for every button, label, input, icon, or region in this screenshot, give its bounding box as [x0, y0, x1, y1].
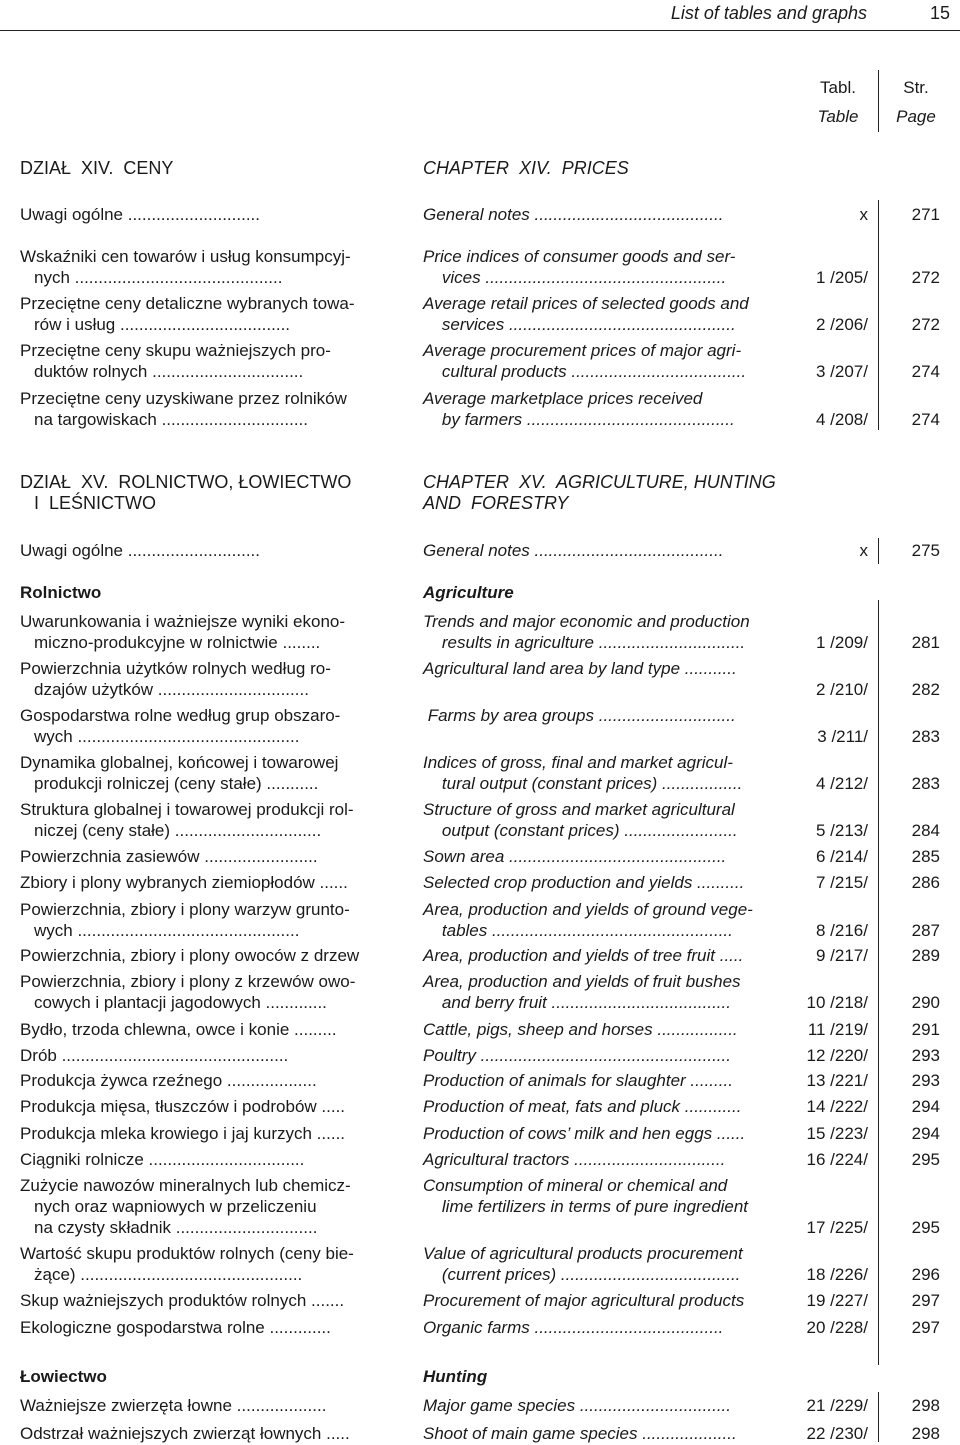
table-number: 4 /208/	[816, 410, 868, 429]
entry-title-pl	[20, 1149, 390, 1170]
page-ref: 281	[911, 633, 940, 652]
entry-title-en-line: Area, production and yields of ground vege-	[423, 900, 753, 919]
table-number: 14 /222/	[806, 1097, 868, 1116]
entry-title-pl-line: Produkcja mleka krowiego i jaj kurzych ......	[20, 1124, 346, 1143]
entry-title-pl	[20, 752, 390, 794]
page-ref: 295	[911, 1150, 940, 1169]
chapter-title-pl-line: DZIAŁ XIV. CENY	[20, 158, 174, 178]
chapter-title-en-line: CHAPTER XIV. PRICES	[423, 158, 629, 178]
entry-title-en	[423, 540, 788, 561]
entry-title-en-line: Shoot of main game species ....................	[423, 1424, 737, 1443]
entry-title-pl	[20, 540, 390, 561]
entry-title-pl-line: duktów rolnych ................................	[34, 362, 304, 381]
table-number: x	[859, 541, 868, 560]
page-header	[0, 0, 960, 31]
entry-title-en-line: General notes ........................................	[423, 205, 724, 224]
table-number: 15 /223/	[806, 1124, 868, 1143]
entry-title-en-line: Structure of gross and market agricultural	[423, 800, 735, 819]
table-col-header-en: Table	[817, 107, 859, 126]
entry-title-en	[423, 293, 788, 335]
entry-title-pl-line: cowych i plantacji jagodowych .............	[34, 993, 327, 1012]
entry-title-en-line: results in agriculture ...............................	[423, 633, 746, 652]
entry-title-en-line: Consumption of mineral or chemical and	[423, 1176, 728, 1195]
entry-title-pl	[20, 971, 390, 1013]
page-ref: 289	[911, 946, 940, 965]
entry-title-pl-line: rów i usług ....................................	[34, 315, 291, 334]
entry-title-en-line: tables ...................................................	[423, 921, 733, 940]
entry-title-en-line: Area, production and yields of tree fruit .....	[423, 946, 744, 965]
entry-title-pl-line: Powierzchnia, zbiory i plony z krzewów owo-	[20, 972, 356, 991]
entry-title-en-line: Selected crop production and yields ..........	[423, 873, 745, 892]
entry-title-pl	[20, 1070, 390, 1091]
chapter-title-en-line: CHAPTER XV. AGRICULTURE, HUNTING	[423, 472, 776, 492]
page-ref: 294	[911, 1124, 940, 1143]
entry-title-pl	[20, 846, 390, 867]
table-number: 3 /211/	[817, 727, 868, 746]
page-ref: 284	[911, 821, 940, 840]
page-ref: 274	[911, 362, 940, 381]
page-ref: 297	[911, 1291, 940, 1310]
entry-title-en-line: Area, production and yields of fruit bushes	[423, 972, 741, 991]
table-number: 6 /214/	[816, 847, 868, 866]
entry-title-en-line: lime fertilizers in terms of pure ingredient	[423, 1197, 749, 1216]
entry-title-pl-line: Bydło, trzoda chlewna, owce i konie .........	[20, 1020, 337, 1039]
entry-title-pl	[20, 1096, 390, 1117]
entry-title-en-line: Poultry .....................................................	[423, 1046, 731, 1065]
entry-title-en	[423, 204, 788, 225]
page-number: 15	[929, 3, 950, 23]
table-number: 1 /205/	[816, 268, 868, 287]
table-number: 9 /217/	[816, 946, 868, 965]
column-divider	[878, 70, 879, 132]
table-number: 7 /215/	[816, 873, 868, 892]
page-ref: 283	[911, 774, 940, 793]
chapter-title-pl	[20, 158, 390, 179]
page-ref: 287	[911, 921, 940, 940]
entry-title-en-line: Average retail prices of selected goods and	[423, 294, 749, 313]
entry-title-en	[423, 388, 788, 430]
entry-title-en	[423, 1019, 788, 1040]
page-ref: 282	[911, 680, 940, 699]
entry-title-pl	[20, 204, 390, 225]
page-ref: 293	[911, 1046, 940, 1065]
entry-title-en-line: and berry fruit ......................................	[423, 993, 731, 1012]
entry-title-pl-line: Powierzchnia zasiewów ........................	[20, 847, 318, 866]
entry-title-en	[423, 1070, 788, 1091]
entry-title-en	[423, 1290, 788, 1311]
page-ref: 297	[911, 1318, 940, 1337]
table-number: 17 /225/	[806, 1218, 868, 1237]
page-ref: 274	[911, 410, 940, 429]
entry-title-pl-line: niczej (ceny stałe) ...............................	[34, 821, 322, 840]
entry-title-en-line: vices ...................................................	[423, 268, 727, 287]
table-number: 16 /224/	[806, 1150, 868, 1169]
column-divider	[878, 538, 879, 564]
page-ref: 275	[911, 541, 940, 560]
entry-title-pl-line: Przeciętne ceny uzyskiwane przez rolników	[20, 389, 347, 408]
chapter-title-en	[423, 472, 788, 514]
entry-title-en-line: Cattle, pigs, sheep and horses .................	[423, 1020, 738, 1039]
entry-title-en	[423, 752, 788, 794]
table-number: 1 /209/	[816, 633, 868, 652]
entry-title-en-line: General notes ........................................	[423, 541, 724, 560]
entry-title-pl	[20, 945, 390, 966]
entry-title-en	[423, 611, 788, 653]
entry-title-en	[423, 1317, 788, 1338]
page-ref: 291	[911, 1020, 940, 1039]
table-number: 22 /230/	[806, 1424, 868, 1443]
table-number: 11 /219/	[807, 1020, 868, 1039]
entry-title-pl-line: Uwarunkowania i ważniejsze wyniki ekono-	[20, 612, 346, 631]
entry-title-pl-line: Produkcja mięsa, tłuszczów i podrobów .....	[20, 1097, 346, 1116]
entry-title-pl	[20, 872, 390, 893]
page-ref: 290	[911, 993, 940, 1012]
entry-title-en	[423, 340, 788, 382]
entry-title-en-line: Organic farms ........................................	[423, 1318, 724, 1337]
table-number: 4 /212/	[816, 774, 868, 793]
entry-title-en-line: Major game species ................................	[423, 1396, 731, 1415]
entry-title-en	[423, 705, 788, 726]
entry-title-pl-line: Skup ważniejszych produktów rolnych .......	[20, 1291, 345, 1310]
entry-title-en-line: Average procurement prices of major agri-	[423, 341, 742, 360]
entry-title-pl-line: Odstrzał ważniejszych zwierząt łownych .....	[20, 1424, 350, 1443]
page-col-header-pl: Str.	[903, 78, 929, 97]
entry-title-pl-line: Ważniejsze zwierzęta łowne ...................	[20, 1396, 327, 1415]
entry-title-pl-line: nych ............................................	[34, 268, 283, 287]
entry-title-pl-line: Produkcja żywca rzeźnego ...................	[20, 1071, 317, 1090]
entry-title-en	[423, 1243, 788, 1285]
entry-title-en-line: Agricultural land area by land type ...........	[423, 659, 737, 678]
entry-title-pl-line: miczno-produkcyjne w rolnictwie ........	[34, 633, 321, 652]
page-ref: 293	[911, 1071, 940, 1090]
entry-title-pl-line: Dynamika globalnej, końcowej i towarowej	[20, 753, 339, 772]
entry-title-en	[423, 899, 788, 941]
entry-title-en	[423, 658, 788, 679]
page-ref: 294	[911, 1097, 940, 1116]
entry-title-pl-line: Wartość skupu produktów rolnych (ceny bie-	[20, 1244, 354, 1263]
entry-title-pl-line: Uwagi ogólne ............................	[20, 541, 260, 560]
page-ref: 298	[911, 1396, 940, 1415]
entry-title-pl	[20, 1423, 390, 1444]
entry-title-pl	[20, 1395, 390, 1416]
entry-title-en	[423, 246, 788, 288]
entry-title-pl-line: Przeciętne ceny detaliczne wybranych towa-	[20, 294, 355, 313]
entry-title-pl	[20, 340, 390, 382]
running-title: List of tables and graphs	[670, 3, 867, 23]
entry-title-pl-line: produkcji rolniczej (ceny stałe) ...........	[34, 774, 319, 793]
page-ref: 295	[911, 1218, 940, 1237]
table-number: 18 /226/	[806, 1265, 868, 1284]
entry-title-en	[423, 1123, 788, 1144]
entry-title-pl-line: nych oraz wapniowych w przeliczeniu	[34, 1197, 317, 1216]
table-col-header-pl: Tabl.	[820, 78, 856, 97]
page-ref: 296	[911, 1265, 940, 1284]
entry-title-en	[423, 846, 788, 867]
column-divider	[878, 200, 879, 430]
entry-title-pl	[20, 705, 390, 747]
entry-title-en-line: services ................................................	[423, 315, 736, 334]
entry-title-pl-line: dzajów użytków ................................	[34, 680, 309, 699]
entry-title-pl	[20, 1175, 390, 1238]
entry-title-pl-line: Ekologiczne gospodarstwa rolne .............	[20, 1318, 331, 1337]
table-number: 3 /207/	[816, 362, 868, 381]
entry-title-en-line: Farms by area groups .............................	[423, 706, 736, 725]
entry-title-pl	[20, 293, 390, 335]
entry-title-en	[423, 1096, 788, 1117]
entry-title-en-line: Agricultural tractors ................................	[423, 1150, 726, 1169]
entry-title-pl	[20, 1123, 390, 1144]
entry-title-en-line: Production of animals for slaughter .........	[423, 1071, 733, 1090]
entry-title-pl-line: wych ...............................................	[34, 921, 300, 940]
entry-title-en	[423, 1395, 788, 1416]
entry-title-pl-line: Powierzchnia, zbiory i plony owoców z drzew	[20, 946, 360, 965]
entry-title-pl-line: Struktura globalnej i towarowej produkcji rol-	[20, 800, 354, 819]
entry-title-pl-line: na czysty składnik ..............................	[34, 1218, 318, 1237]
column-divider	[878, 600, 879, 1365]
entry-title-en-line: Sown area ..............................................	[423, 847, 727, 866]
subsection-title-en: Agriculture	[423, 583, 514, 602]
entry-title-en-line: Procurement of major agricultural products	[423, 1291, 745, 1310]
page-ref: 286	[911, 873, 940, 892]
entry-title-en-line: Average marketplace prices received	[423, 389, 703, 408]
page-ref: 272	[911, 315, 940, 334]
entry-title-pl	[20, 1045, 390, 1066]
table-number: 13 /221/	[806, 1071, 868, 1090]
chapter-title-pl-line: DZIAŁ XV. ROLNICTWO, ŁOWIECTWO	[20, 472, 352, 492]
entry-title-pl-line: Zbiory i plony wybranych ziemiopłodów ......	[20, 873, 348, 892]
entry-title-en-line: Value of agricultural products procurement	[423, 1244, 743, 1263]
chapter-title-pl-line: I LEŚNICTWO	[34, 493, 157, 513]
entry-title-en-line: (current prices) ......................................	[423, 1265, 741, 1284]
table-number: 10 /218/	[806, 993, 868, 1012]
entry-title-pl-line: Wskaźniki cen towarów i usług konsumpcyj-	[20, 247, 351, 266]
page-ref: 283	[911, 727, 940, 746]
page-ref: 271	[911, 205, 940, 224]
chapter-title-pl	[20, 472, 390, 514]
entry-title-en-line: by farmers ............................................	[423, 410, 735, 429]
entry-title-pl-line: żące) ...............................................	[34, 1265, 303, 1284]
page-ref: 298	[911, 1424, 940, 1443]
entry-title-en	[423, 799, 788, 841]
entry-title-pl-line: Drób ................................................	[20, 1046, 289, 1065]
entry-title-pl	[20, 658, 390, 700]
entry-title-en-line: cultural products .....................................	[423, 362, 747, 381]
entry-title-en	[423, 1423, 788, 1444]
entry-title-en-line: output (constant prices) ........................	[423, 821, 738, 840]
entry-title-pl-line: Uwagi ogólne ............................	[20, 205, 260, 224]
entry-title-pl	[20, 1317, 390, 1338]
entry-title-en-line: Production of cows’ milk and hen eggs ......	[423, 1124, 746, 1143]
entry-title-en	[423, 1175, 788, 1217]
table-number: 2 /206/	[816, 315, 868, 334]
entry-title-pl	[20, 611, 390, 653]
entry-title-pl	[20, 388, 390, 430]
entry-title-pl-line: na targowiskach ...............................	[34, 410, 308, 429]
page-ref: 272	[911, 268, 940, 287]
column-headers	[0, 70, 960, 132]
entry-title-en	[423, 1149, 788, 1170]
chapter-title-en-line: AND FORESTRY	[423, 493, 569, 513]
entry-title-pl-line: Ciągniki rolnicze .................................	[20, 1150, 305, 1169]
entry-title-pl	[20, 899, 390, 941]
table-number: x	[859, 205, 868, 224]
entry-title-en	[423, 971, 788, 1013]
column-divider	[878, 1392, 879, 1442]
page-col-header-en: Page	[896, 107, 936, 126]
table-number: 21 /229/	[806, 1396, 868, 1415]
entry-title-en-line: Indices of gross, final and market agricul-	[423, 753, 733, 772]
table-number: 20 /228/	[806, 1318, 868, 1337]
entry-title-en	[423, 1045, 788, 1066]
table-number: 5 /213/	[816, 821, 868, 840]
subsection-title-en: Hunting	[423, 1367, 488, 1386]
entry-title-pl	[20, 799, 390, 841]
entry-title-pl	[20, 1290, 390, 1311]
table-number: 12 /220/	[806, 1046, 868, 1065]
entry-title-pl-line: Przeciętne ceny skupu ważniejszych pro-	[20, 341, 331, 360]
table-number: 8 /216/	[816, 921, 868, 940]
entry-title-pl	[20, 246, 390, 288]
table-number: 19 /227/	[806, 1291, 868, 1310]
entry-title-en-line: Trends and major economic and production	[423, 612, 750, 631]
entry-title-pl-line: Powierzchnia użytków rolnych według ro-	[20, 659, 331, 678]
chapter-title-en	[423, 158, 788, 179]
subsection-title-pl: Łowiectwo	[20, 1367, 107, 1386]
entry-title-pl-line: Zużycie nawozów mineralnych lub chemicz-	[20, 1176, 351, 1195]
page-ref: 285	[911, 847, 940, 866]
entry-title-en-line: Production of meat, fats and pluck ............	[423, 1097, 742, 1116]
entry-title-en-line: Price indices of consumer goods and ser-	[423, 247, 736, 266]
entry-title-pl	[20, 1243, 390, 1285]
subsection-title-pl: Rolnictwo	[20, 583, 102, 602]
entry-title-pl-line: Gospodarstwa rolne według grup obszaro-	[20, 706, 341, 725]
entry-title-en	[423, 872, 788, 893]
entry-title-en	[423, 945, 788, 966]
table-number: 2 /210/	[816, 680, 868, 699]
entry-title-pl-line: wych ...............................................	[34, 727, 300, 746]
entry-title-pl-line: Powierzchnia, zbiory i plony warzyw grunto-	[20, 900, 350, 919]
entry-title-en-line: tural output (constant prices) .................	[423, 774, 743, 793]
entry-title-pl	[20, 1019, 390, 1040]
